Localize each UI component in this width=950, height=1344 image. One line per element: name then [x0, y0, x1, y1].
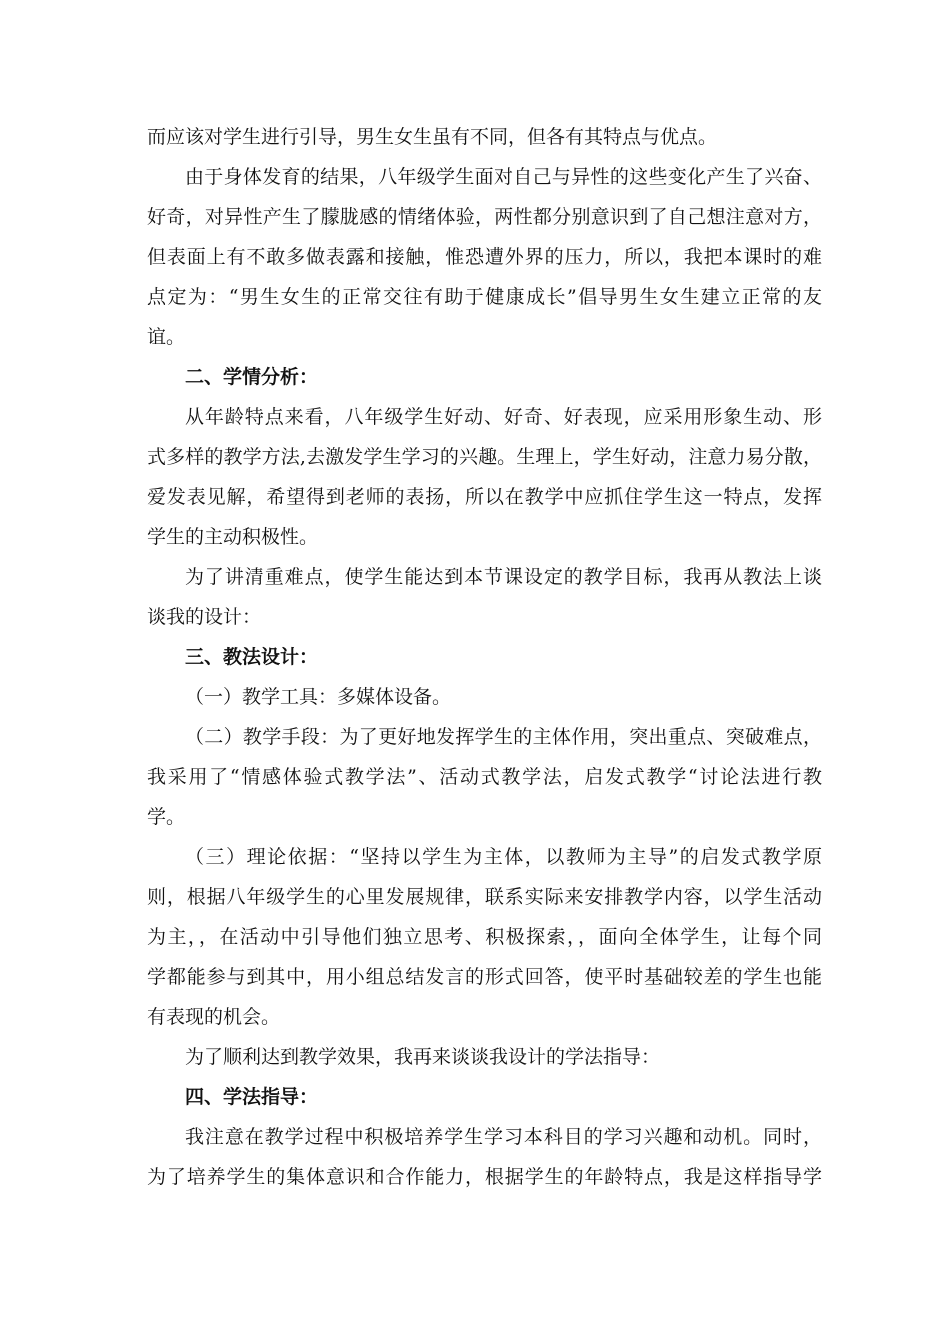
paragraph: [147, 157, 822, 357]
text-line: 谈我的设计：: [147, 606, 262, 628]
text-line: 则，根据八年级学生的心里发展规律，联系实际来安排教学内容，以学生活动: [147, 886, 822, 908]
text-line: 为了培养学生的集体意识和合作能力，根据学生的年龄特点，我是这样指导学: [147, 1166, 822, 1188]
text-line: 我注意在教学过程中积极培养学生学习本科目的学习兴趣和动机。同时，: [185, 1126, 822, 1148]
text-line: 学。: [147, 806, 186, 828]
text-line: 爱发表见解，希望得到老师的表扬，所以在教学中应抓住学生这一特点，发挥: [147, 486, 822, 508]
paragraph: [147, 557, 822, 637]
text-line: 为了顺利达到教学效果，我再来谈谈我设计的学法指导：: [185, 1046, 661, 1068]
text-line: 我采用了“情感体验式教学法”、活动式教学法，启发式教学“讨论法进行教: [147, 766, 822, 788]
paragraph: [147, 1117, 822, 1197]
paragraph: [147, 1037, 822, 1077]
paragraph: [147, 397, 822, 557]
paragraph: [147, 837, 822, 1037]
text-line: 好奇，对异性产生了朦胧感的情绪体验，两性都分别意识到了自己想注意对方，: [147, 206, 822, 228]
section-heading: 四、学法指导：: [185, 1086, 319, 1108]
text-line: （三）理论依据：“坚持以学生为主体，以教师为主导”的启发式教学原: [185, 846, 822, 868]
text-line: 为主，，在活动中引导他们独立思考、积极探索，，面向全体学生，让每个同: [147, 926, 822, 948]
text-line: 从年龄特点来看，八年级学生好动、好奇、好表现，应采用形象生动、形: [185, 406, 822, 428]
text-line: 由于身体发育的结果，八年级学生面对自己与异性的这些变化产生了兴奋、: [185, 166, 822, 188]
paragraph: [147, 717, 822, 837]
text-line: 式多样的教学方法,去激发学生学习的兴趣。生理上，学生好动，注意力易分散，: [147, 446, 822, 468]
text-line: 而应该对学生进行引导，男生女生虽有不同，但各有其特点与优点。: [147, 126, 718, 148]
document-body: [147, 117, 822, 1197]
text-line: （一）教学工具：多媒体设备。: [185, 686, 452, 708]
paragraph: [147, 117, 822, 157]
text-line: 为了讲清重难点，使学生能达到本节课设定的教学目标，我再从教法上谈: [185, 566, 822, 588]
text-line: 但表面上有不敢多做表露和接触，惟恐遭外界的压力，所以，我把本课时的难: [147, 246, 822, 268]
text-line: 学生的主动积极性。: [147, 526, 319, 548]
text-line: 有表现的机会。: [147, 1006, 281, 1028]
text-line: 学都能参与到其中，用小组总结发言的形式回答，使平时基础较差的学生也能: [147, 966, 822, 988]
text-line: （二）教学手段：为了更好地发挥学生的主体作用，突出重点、突破难点，: [185, 726, 822, 748]
paragraph: [147, 677, 822, 717]
text-line: 点定为：“男生女生的正常交往有助于健康成长”倡导男生女生建立正常的友: [147, 286, 822, 308]
section-heading: 二、学情分析：: [185, 366, 319, 388]
section-heading: 三、教法设计：: [185, 646, 319, 668]
text-line: 谊。: [147, 326, 186, 348]
